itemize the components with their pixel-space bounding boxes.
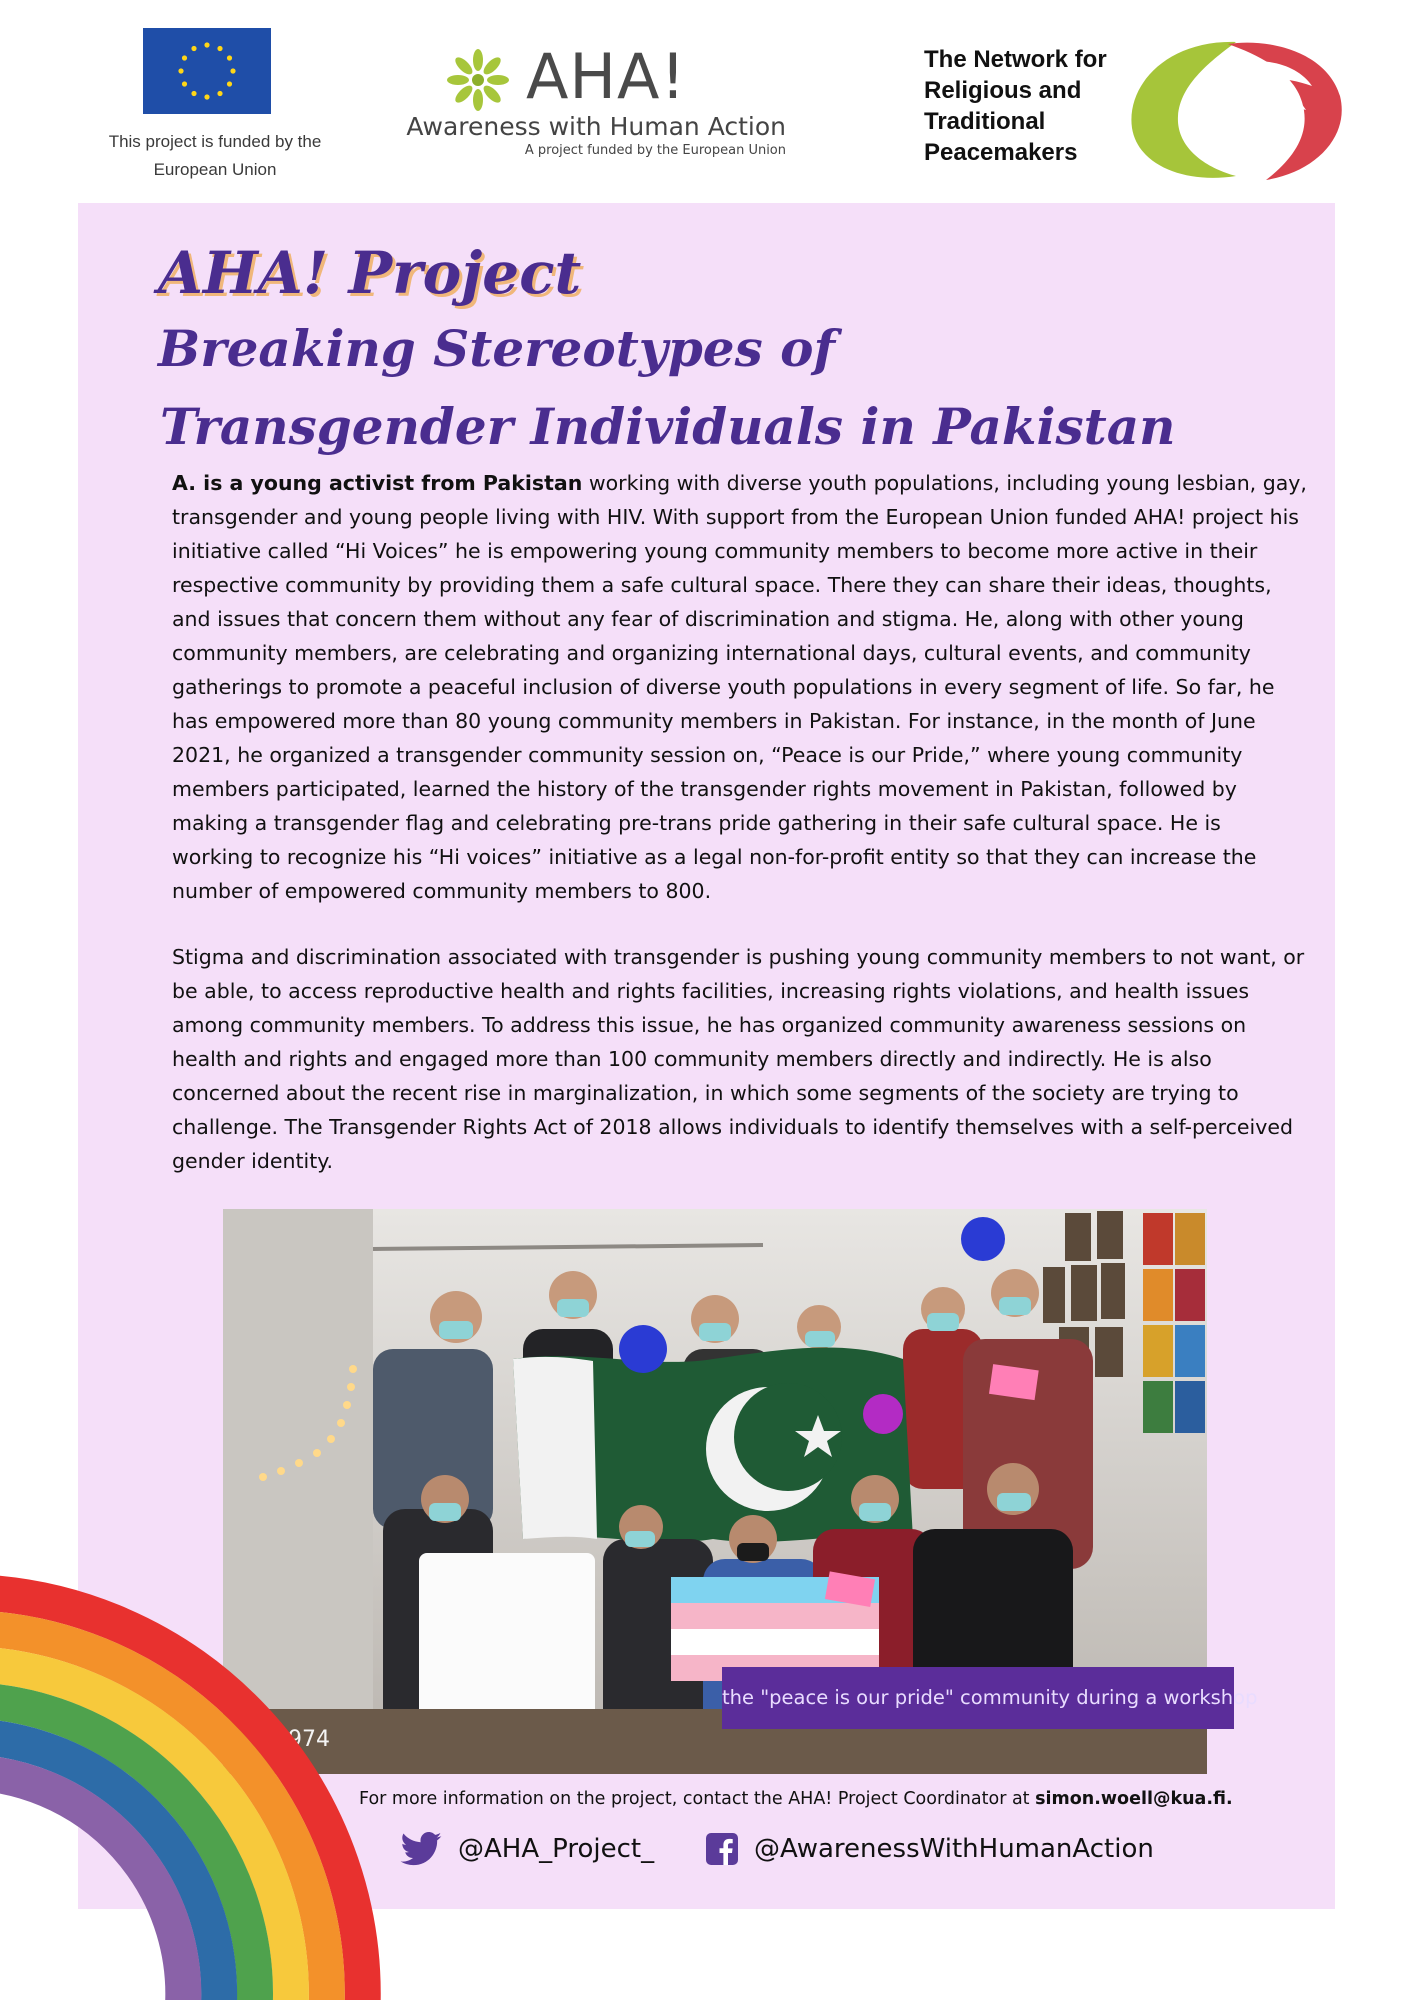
body-paragraph-1: [172, 466, 1307, 908]
facebook-handle: @AwarenessWithHumanAction: [754, 1833, 1154, 1864]
body-paragraph-2: Stigma and discrimination associated with transgender is pushing young community members to not want, or be able, to access reproductive health and rights facilities, increasing rights violations, and health issues among community members. To address this issue, he has organized community awareness sessions on health and rights and engaged more than 100 community members directly and indirectly. He is also concerned about the recent rise in marginalization, in which some segments of the society are trying to challenge. The Transgender Rights Act of 2018 allows individuals to identify themselves with a self-perceived gender identity.: [172, 945, 1305, 1173]
page-title: AHA! Project: [158, 239, 582, 307]
body-paragraph-1-lead: A. is a young activist from Pakistan: [172, 471, 583, 495]
photo-stamp: 974: [288, 1727, 330, 1752]
eu-flag-icon: [143, 28, 271, 114]
twitter-icon: [400, 1832, 442, 1866]
page-subtitle-line-2: Transgender Individuals in Pakistan: [160, 397, 1176, 456]
aha-logo-title: AHA!: [526, 40, 687, 113]
eu-logo: [95, 24, 335, 184]
twitter-link[interactable]: [400, 1828, 654, 1868]
eu-funding-text: This project is funded by the European Union: [108, 132, 322, 179]
aha-sunburst-icon: [444, 46, 512, 114]
contact-line: [359, 1785, 1259, 1813]
twitter-handle: @AHA_Project_: [458, 1833, 655, 1864]
facebook-icon: [706, 1833, 738, 1865]
network-logo: [924, 44, 1344, 184]
aha-logo: [400, 40, 800, 170]
contact-email[interactable]: simon.woell@kua.fi.: [1035, 1789, 1233, 1809]
photo-caption: the "peace is our pride" community during a workshop: [722, 1667, 1234, 1729]
body-paragraph-1-text: working with diverse youth populations, including young lesbian, gay, transgender and young people living with HIV. With support from the European Union funded AHA! project his initiative called “Hi Voices” he is empowering young community members to become more active in their respective community by providing them a safe cultural space. There they can share their ideas, thoughts, and issues that concern them without any fear of discrimination and stigma. He, along with other young community members, are celebrating and organizing international days, cultural events, and community gatherings to promote a peaceful inclusion of diverse youth populations in every segment of life. So far, he has empowered more than 80 young community members in Pakistan. For instance, in the month of June 2021, he organized a transgender community session on, “Peace is our Pride,” where young community members participated, learned the history of the transgender rights movement in Pakistan, followed by making a transgender flag and celebrating pre-trans pride gathering in their safe cultural space. He is working to recognize his “Hi voices” initiative as a legal non-for-profit entity so that they can increase the number of empowered community members to 800.: [172, 471, 1307, 903]
network-name: The Network for Religious and Traditional Peacemakers: [924, 46, 1107, 166]
aha-logo-subtitle: Awareness with Human Action: [406, 112, 786, 141]
page-subtitle-line-1: Breaking Stereotypes of: [158, 319, 836, 378]
hands-logo-icon: [1116, 36, 1348, 186]
facebook-link[interactable]: [706, 1828, 1154, 1868]
contact-text: For more information on the project, contact the AHA! Project Coordinator at: [359, 1789, 1036, 1809]
rainbow-decoration: [0, 1574, 384, 2000]
aha-logo-tagline: A project funded by the European Union: [524, 143, 786, 158]
